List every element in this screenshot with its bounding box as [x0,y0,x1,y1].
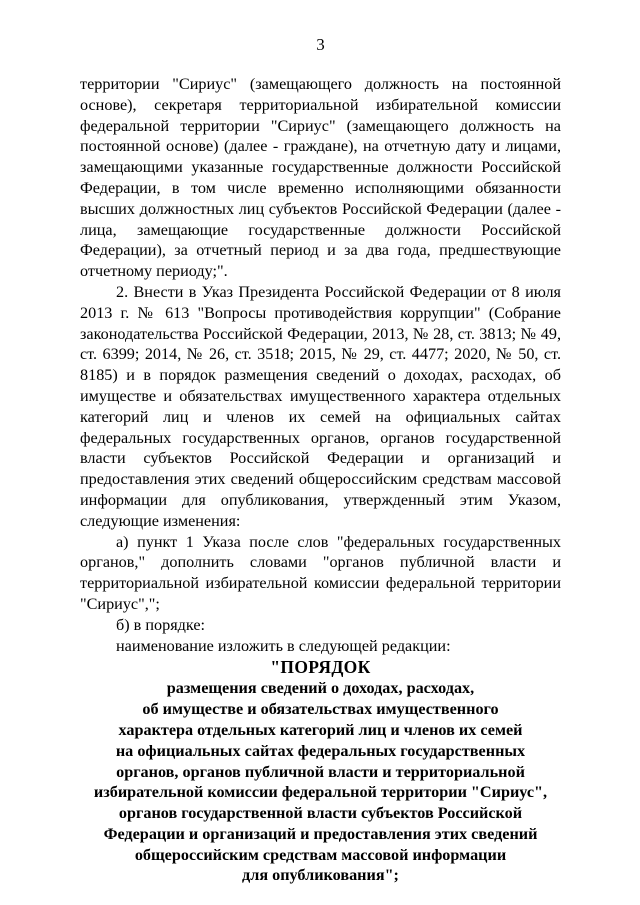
paragraph-subitem-b: б) в порядке: [116,615,206,634]
order-heading-line: избирательной комиссии федеральной территории "Сириус", [93,783,548,802]
order-heading [80,656,561,886]
order-heading-line: Федерации и организаций и предоставления этих сведений [103,824,538,843]
paragraph-subitem-a: а) пункт 1 Указа после слов "федеральных государственных органов," дополнить словами "органов публичной власти и территориальной избирательной комиссии федеральной территории "Сириус","; [80,532,561,613]
order-heading-line: на официальных сайтах федеральных государственных [115,741,526,760]
paragraph-continuation: территории "Сириус" (замещающего должность на постоянной основе), секретаря территориальной избирательной комиссии федеральной территории "Сириус" (замещающего должность на постоянной основе) (далее - граждане), на отчетную дату и лицами, замещающими указанные государственные должности Российской Федерации, в том числе временно исполняющими обязанности высших должностных лиц субъектов Российской Федерации (далее - лица, замещающие государственные должности Российской Федерации), за отчетный период и за два года, предшествующие отчетному периоду;". [80,75,561,281]
page-number: 3 [316,35,325,54]
order-heading-line: характера отдельных категорий лиц и членов их семей [118,720,523,739]
order-heading-title: "ПОРЯДОК [270,657,371,678]
order-heading-line: для опубликования"; [242,866,399,885]
order-heading-line: размещения сведений о доходах, расходах, [166,679,475,698]
document-page [80,34,561,886]
paragraph-naming-intro: наименование изложить в следующей редакции: [116,636,451,655]
order-heading-line: органов государственной власти субъектов Российской [118,804,523,823]
order-heading-line: органов, органов публичной власти и территориальной [116,762,525,781]
order-heading-line: об имуществе и обязательствах имущественного [142,700,499,719]
order-heading-line: общероссийским средствам массовой информации [134,845,507,864]
paragraph-item-2: 2. Внести в Указ Президента Российской Федерации от 8 июля 2013 г. № 613 "Вопросы противодействия коррупции" (Собрание законодательства Российской Федерации, 2013, № 28, ст. 3813; № 49, ст. 6399; 2014, № 26, ст. 3518; 2015, № 29, ст. 4477; 2020, № 50, ст. 8185) и в порядок размещения сведений о доходах, расходах, об имуществе и обязательствах имущественного характера отдельных категорий лиц и членов их семей на официальных сайтах федеральных государственных органов, органов государственной власти субъектов Российской Федерации и организаций и предоставления этих сведений общероссийским средствам массовой информации для опубликования, утвержденный этим Указом, следующие изменения: [80,282,561,530]
